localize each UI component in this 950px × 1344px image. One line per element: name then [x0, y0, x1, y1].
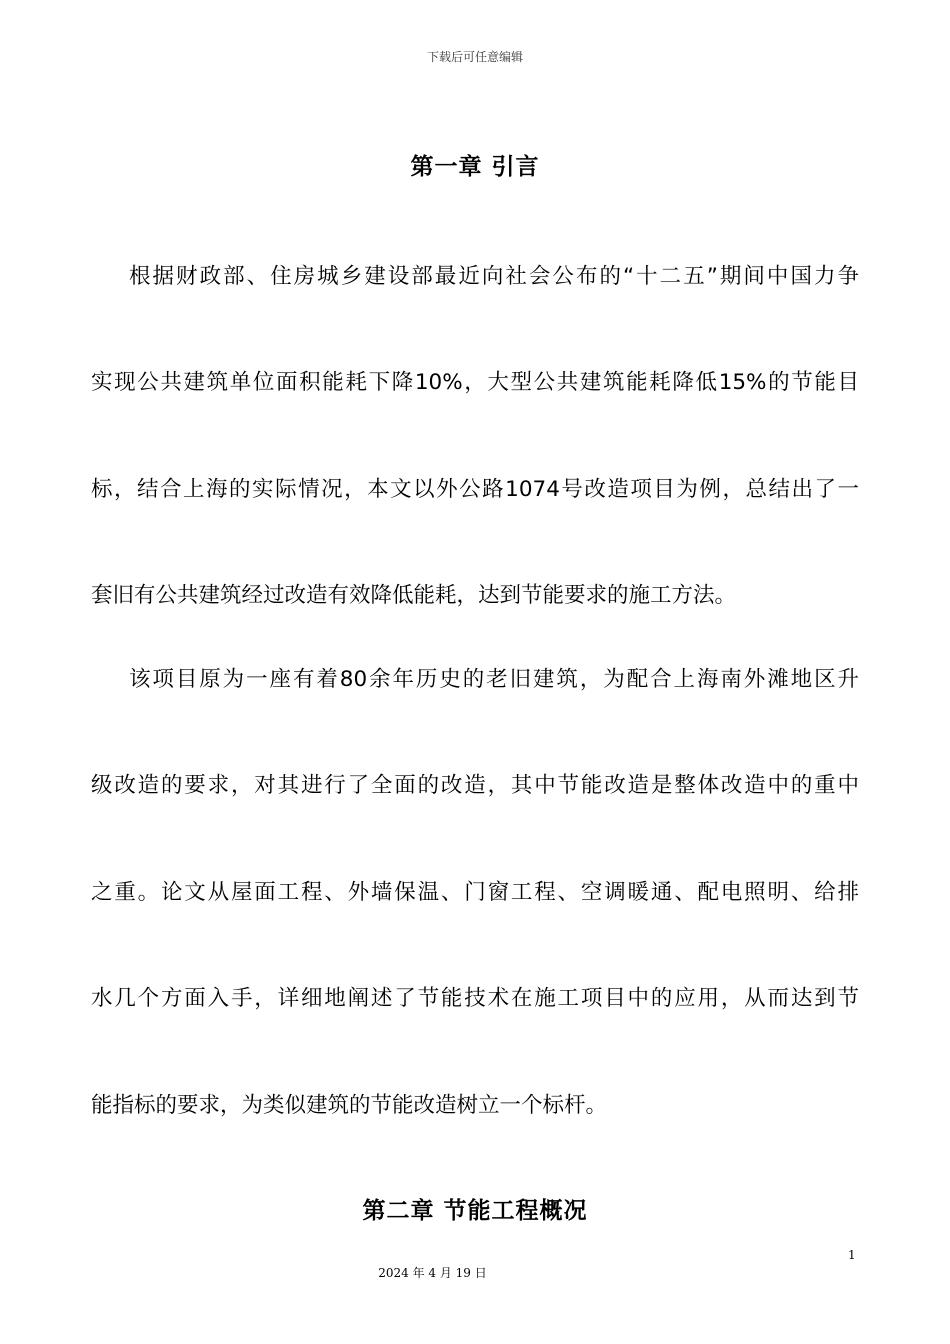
chapter-1-title: 第一章 引言 [410, 154, 540, 180]
paragraph-2-line: 能指标的要求，为类似建筑的节能改造树立一个标杆。 [91, 1093, 608, 1118]
paragraph-2-line: 级改造的要求，对其进行了全面的改造，其中节能改造是整体改造中的重中 [91, 773, 859, 798]
paragraph-2-line: 该项目原为一座有着80余年历史的老旧建筑，为配合上海南外滩地区升 [129, 667, 859, 692]
paragraph-2-line: 之重。论文从屋面工程、外墙保温、门窗工程、空调暖通、配电照明、给排 [91, 880, 859, 905]
chapter-2-title: 第二章 节能工程概况 [362, 1198, 588, 1224]
paragraph-1-line: 套旧有公共建筑经过改造有效降低能耗，达到节能要求的施工方法。 [91, 583, 737, 608]
paragraph-2-line: 水几个方面入手，详细地阐述了节能技术在施工项目中的应用，从而达到节 [91, 986, 859, 1011]
page-header: 下载后可任意编辑 [426, 50, 523, 64]
paragraph-1-line: 根据财政部、住房城乡建设部最近向社会公布的“十二五”期间中国力争 [129, 264, 859, 289]
paragraph-1-line: 标，结合上海的实际情况，本文以外公路1074号改造项目为例，总结出了一 [91, 477, 859, 502]
page-number: 1 [848, 1248, 856, 1262]
paragraph-1-line: 实现公共建筑单位面积能耗下降10%，大型公共建筑能耗降低15%的节能目 [91, 370, 859, 395]
footer-date: 2024 年 4 月 19 日 [378, 1266, 487, 1280]
